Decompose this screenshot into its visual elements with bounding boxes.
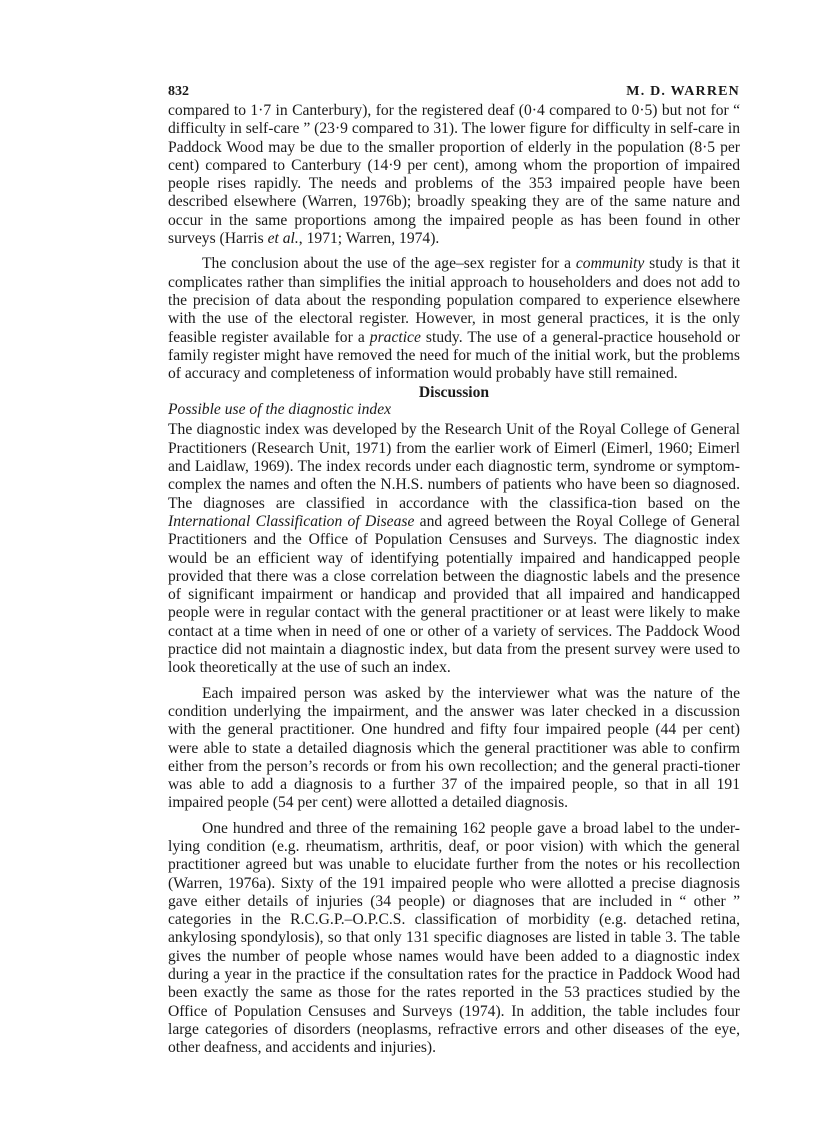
paragraph-diagnostic-index: The diagnostic index was developed by the Research Unit of the Royal College of General Practitioners (Research Unit, 1971) from the earlier work of Eimerl (Eimerl, 1960; Eimerl and Laidlaw, 1969). The index records under each diagnostic term, syndrome or symptom-complex the names and often the N.H.S. numbers of patients who have been so diagnosed. The diagnoses are classified in accordance with the classifica-tion based on the International Classification of Disease and agreed between the Royal College of General Practitioners and the Office of Population Censuses and Surveys. The diagnostic index would be an efficient way of identifying potentially impaired and handicapped people provided that there was a close correlation between the diagnostic labels and the presence of significant impairment or handicap and provided that all impaired and handicapped people were in regular contact with the general practitioner or at least were likely to make contact at a time when in need of one or other of a variety of services. The Paddock Wood practice did not maintain a diagnostic index, but data from the present survey were used to look theoretically at the use of such an index. <box>168 421 741 677</box>
section-heading-discussion: Discussion <box>418 384 490 402</box>
page-number: 832 <box>168 84 189 99</box>
subheading-diagnostic-index: Possible use of the diagnostic index <box>168 401 392 419</box>
paragraph-remaining-people: One hundred and three of the remaining 162 people gave a broad label to the under-lying condition (e.g. rheumatism, arthritis, deaf, or poor vision) with which the general practitioner agreed but was unable to elucidate further from the notes or his recollection (Warren, 1976a). Sixty of the 191 impaired people who were allotted a precise diagnosis gave either details of injuries (34 people) or diagnoses that are included in “ other ” categories in the R.C.G.P.–O.P.C.S. classification of morbidity (e.g. detached retina, ankylosing spondylosis), so that only 131 specific diagnoses are listed in table 3. The table gives the number of people whose names would have been added to a diagnostic index during a year in the practice if the consultation rates for the practice in Paddock Wood had been exactly the same as those for the rates reported in the 53 practices studied by the Office of Population Censuses and Surveys (1974). In addition, the table includes four large categories of disorders (neoplasms, refractive errors and other diseases of the eye, other deafness, and accidents and injuries). <box>168 819 740 1057</box>
paragraph-continued: compared to 1·7 in Canterbury), for the registered deaf (0·4 compared to 0·5) but not for “ difficulty in self-care ” (23·9 compared to 31). The lower figure for difficulty in self-care in Paddock Wood may be due to the smaller proportion of elderly in the population (8·5 per cent) compared to Canterbury (14·9 per cent), among whom the proportion of impaired people rises rapidly. The needs and problems of the 353 impaired people have been described elsewhere (Warren, 1976b); broadly speaking they are of the same nature and occur in the same proportions among the impaired people as has been found in other surveys (Harris et al., 1971; Warren, 1974). <box>168 102 740 248</box>
journal-page <box>168 84 740 1058</box>
paragraph-impaired-person-interview: Each impaired person was asked by the interviewer what was the nature of the condition underlying the impairment, and the answer was later checked in a discussion with the general practitioner. One hundred and fifty four impaired people (44 per cent) were able to state a detailed diagnosis which the general practitioner was able to confirm either from the person’s records or from his own recollection; and the general practi-tioner was able to add a diagnosis to a further 37 of the impaired people, so that in all 191 impaired people (54 per cent) were allotted a detailed diagnosis. <box>168 684 740 812</box>
running-head-author: M. D. WARREN <box>626 84 740 99</box>
paragraph-age-sex-register: The conclusion about the use of the age–sex register for a community study is that it complicates rather than simplifies the initial approach to householders and does not add to the precision of data about the responding population compared to experience elsewhere with the use of the electoral register. However, in most general practices, it is the only feasible register available for a practice study. The use of a general-practice household or family register might have removed the need for much of the initial work, but the problems of accuracy and completeness of information would probably have still remained. <box>168 255 740 383</box>
running-head <box>168 84 740 100</box>
